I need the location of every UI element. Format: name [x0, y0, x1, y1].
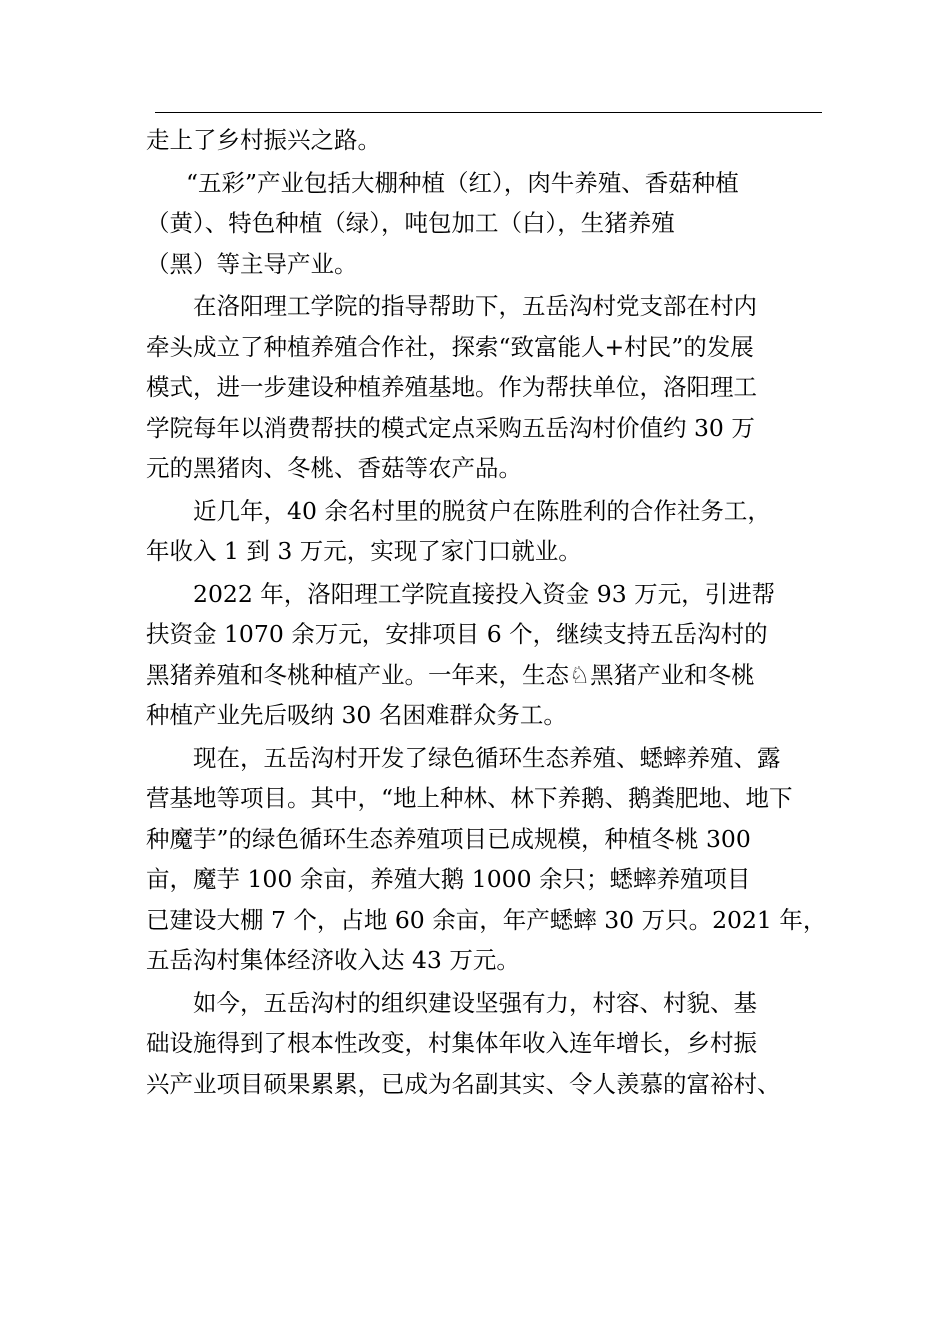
para-five-colors — [146, 163, 826, 285]
text-line: 兴产业项目硕果累累，已成为名副其实、令人羡慕的富裕村、 — [146, 1069, 781, 1098]
text-line: 种植产业先后吸纳 30 名困难群众务工。 — [146, 701, 567, 729]
text-line: 种魔芋”的绿色循环生态养殖项目已成规模，种植冬桃 300 — [146, 824, 751, 853]
text-line: 2022 年，洛阳理工学院直接投入资金 93 万元，引进帮 — [193, 579, 776, 608]
text-line: 如今，五岳沟村的组织建设坚强有力，村容、村貌、基 — [193, 988, 757, 1017]
text-line: 营基地等项目。其中，“地上种林、林下养鹅、鹅粪肥地、地下 — [146, 784, 793, 812]
text-line: （黄）、特色种植（绿），吨包加工（白），生猪养殖 — [146, 209, 675, 237]
text-line: 亩，魔芋 100 余亩，养殖大鹅 1000 余只；蟋蟀养殖项目 — [146, 865, 751, 893]
text-line: 学院每年以消费帮扶的模式定点采购五岳沟村价值约 30 万 — [146, 413, 755, 442]
text-line: 已建设大棚 7 个，占地 60 余亩，年产蟋蟀 30 万只。2021 年， — [146, 905, 827, 934]
para-employment — [146, 491, 826, 572]
text-line: （黑）等主导产业。 — [146, 249, 358, 278]
body-text — [146, 120, 826, 1104]
para-2022-funding — [146, 574, 826, 736]
text-line: 础设施得到了根本性改变，村集体年收入连年增长，乡村振 — [146, 1029, 757, 1057]
text-line: 近几年，40 余名村里的脱贫户在陈胜利的合作社务工， — [193, 496, 771, 525]
text-line: 牵头成立了种植养殖合作社，探索“致富能人+村民”的发展 — [146, 332, 754, 361]
text-line: 扶资金 1070 余万元，安排项目 6 个，继续支持五岳沟村的 — [146, 620, 768, 648]
header-rule — [155, 112, 822, 113]
text-line: 走上了乡村振兴之路。 — [146, 126, 381, 154]
text-line: 模式，进一步建设种植养殖基地。作为帮扶单位，洛阳理工 — [146, 373, 757, 401]
para-projects — [146, 738, 826, 981]
text-line: 在洛阳理工学院的指导帮助下，五岳沟村党支部在村内 — [193, 292, 757, 320]
text-line: 现在，五岳沟村开发了绿色循环生态养殖、蟋蟀养殖、露 — [193, 743, 781, 772]
text-line: 五岳沟村集体经济收入达 43 万元。 — [146, 946, 520, 974]
text-line: 黑猪养殖和冬桃种植产业。一年来，生态♘黑猪产业和冬桃 — [146, 660, 755, 689]
text-line: 元的黑猪肉、冬桃、香菇等农产品。 — [146, 454, 522, 482]
text-line: “五彩”产业包括大棚种植（红），肉牛养殖、香菇种植 — [186, 168, 739, 197]
para-continuation — [146, 120, 826, 161]
text-line: 年收入 1 到 3 万元，实现了家门口就业。 — [146, 537, 582, 565]
para-today — [146, 983, 826, 1105]
para-cooperative — [146, 286, 826, 489]
